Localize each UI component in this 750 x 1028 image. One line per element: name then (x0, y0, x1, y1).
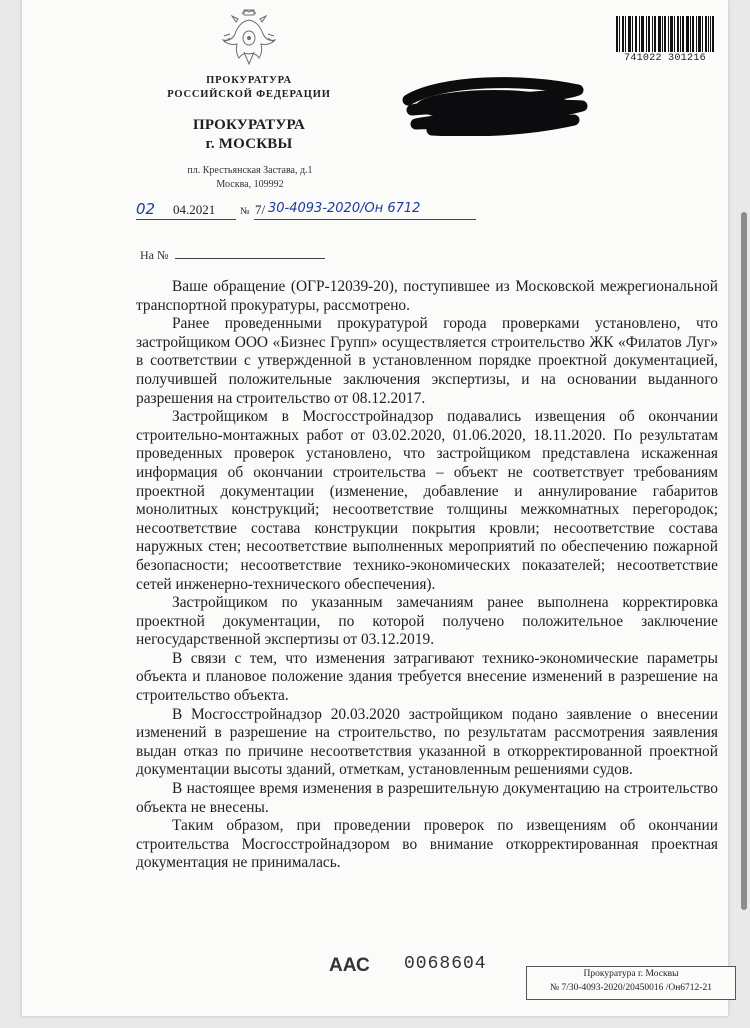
letter-sheet (22, 0, 728, 1016)
number-underline (254, 219, 476, 220)
number-sign: № (240, 206, 250, 217)
org-line-2: РОССИЙСКОЙ ФЕДЕРАЦИИ (167, 89, 331, 100)
paragraph: В настоящее время изменения в разрешительную документацию на строительство объекта не внесены. (136, 780, 718, 816)
redaction-scribble (402, 76, 588, 136)
reference-underline (175, 258, 325, 259)
coat-of-arms-icon (222, 8, 276, 70)
handwritten-day: 02 (136, 200, 156, 218)
org-line-1: ПРОКУРАТУРА (206, 75, 292, 86)
date-underline (136, 219, 236, 220)
org-header (142, 74, 356, 102)
reference-line (140, 248, 325, 263)
office-line-1: ПРОКУРАТУРА (192, 117, 306, 133)
typed-number-prefix: 7/ (255, 202, 266, 217)
paragraph: Застройщиком в Мосгосстройнадзор подавались извещения об окончании строительно-монтажных работ от 03.02.2020, 01.06.2020, 18.11.2020. По результатам проведенных проверок установлено, что застройщиком представлена искаженная информация об окончании строительства – объект не соответствует требованиям проектной документации (изменение, добавление и аннулирование габаритов монолитных конструкций; несоответствие толщины межкомнатных перегородок; несоответствие состава конструкции покрытия кровли; несоответствие состава наружных стен; несоответствие выполненных мероприятий по обеспечению пожарной безопасности; несоответствие технико-экономических показателей; несоответствие сетей инженерно-технического обеспечения). (136, 408, 718, 593)
vertical-scrollbar[interactable] (741, 212, 747, 910)
reference-label: На № (140, 248, 169, 262)
typed-date: 04.2021 (173, 202, 216, 217)
paragraph: Застройщиком по указанным замечаниям ранее выполнена корректировка проектной документации, по которой получено положительное заключение негосударственной экспертизы от 03.12.2019. (136, 594, 718, 649)
form-series: ААС (329, 955, 370, 976)
barcode (616, 16, 714, 64)
paragraph: Ранее проведенными прокуратурой города проверками установлено, что застройщиком ООО «Бизнес Групп» осуществляется строительство ЖК «Филатов Луг» в соответствии с утвержденной в установленном порядке проектной документацией, получившей положительные заключения экспертизы, и на основании выданного разрешения на строительство от 08.12.2017. (136, 315, 718, 407)
address-line-1: пл. Крестьянская Застава, д.1 (187, 165, 313, 176)
office-address (152, 164, 348, 192)
office-header (142, 116, 356, 154)
paragraph: Ваше обращение (ОГР-12039-20), поступившее из Московской межрегиональной транспортной прокуратуры, рассмотрено. (136, 278, 718, 314)
stamp-line-2: № 7/30-4093-2020/20450016 /Он6712-21 (550, 983, 712, 993)
paragraph: В Мосгосстройнадзор 20.03.2020 застройщиком подано заявление о внесении изменений в разрешение на строительство, по результатам рассмотрения заявления выдан отказ по причине несоответствия указанной в откорректированной проектной документации высоты зданий, отметкам, установленным решениями судов. (136, 705, 718, 779)
address-line-2: Москва, 109992 (216, 179, 284, 190)
stamp-line-1: Прокуратура г. Москвы (583, 969, 679, 979)
handwritten-number: 30-4093-2020/Он 6712 (268, 201, 421, 216)
letter-body (136, 278, 718, 873)
office-line-2: г. МОСКВЫ (205, 136, 293, 152)
paragraph: В связи с тем, что изменения затрагивают технико-экономические параметры объекта и плановое положение здания требуется внесение изменений в разрешение на строительство объекта. (136, 649, 718, 705)
barcode-icon (616, 16, 714, 52)
form-serial-number: 0068604 (404, 954, 487, 974)
date-and-number-line (136, 200, 536, 224)
registration-stamp (526, 966, 736, 1000)
paragraph: Таким образом, при проведении проверок по извещениям об окончании строительства Мосгосстройнадзором во внимание откорректированная проектная документация не принималась. (136, 817, 718, 872)
barcode-number: 741022 301216 (624, 53, 706, 64)
